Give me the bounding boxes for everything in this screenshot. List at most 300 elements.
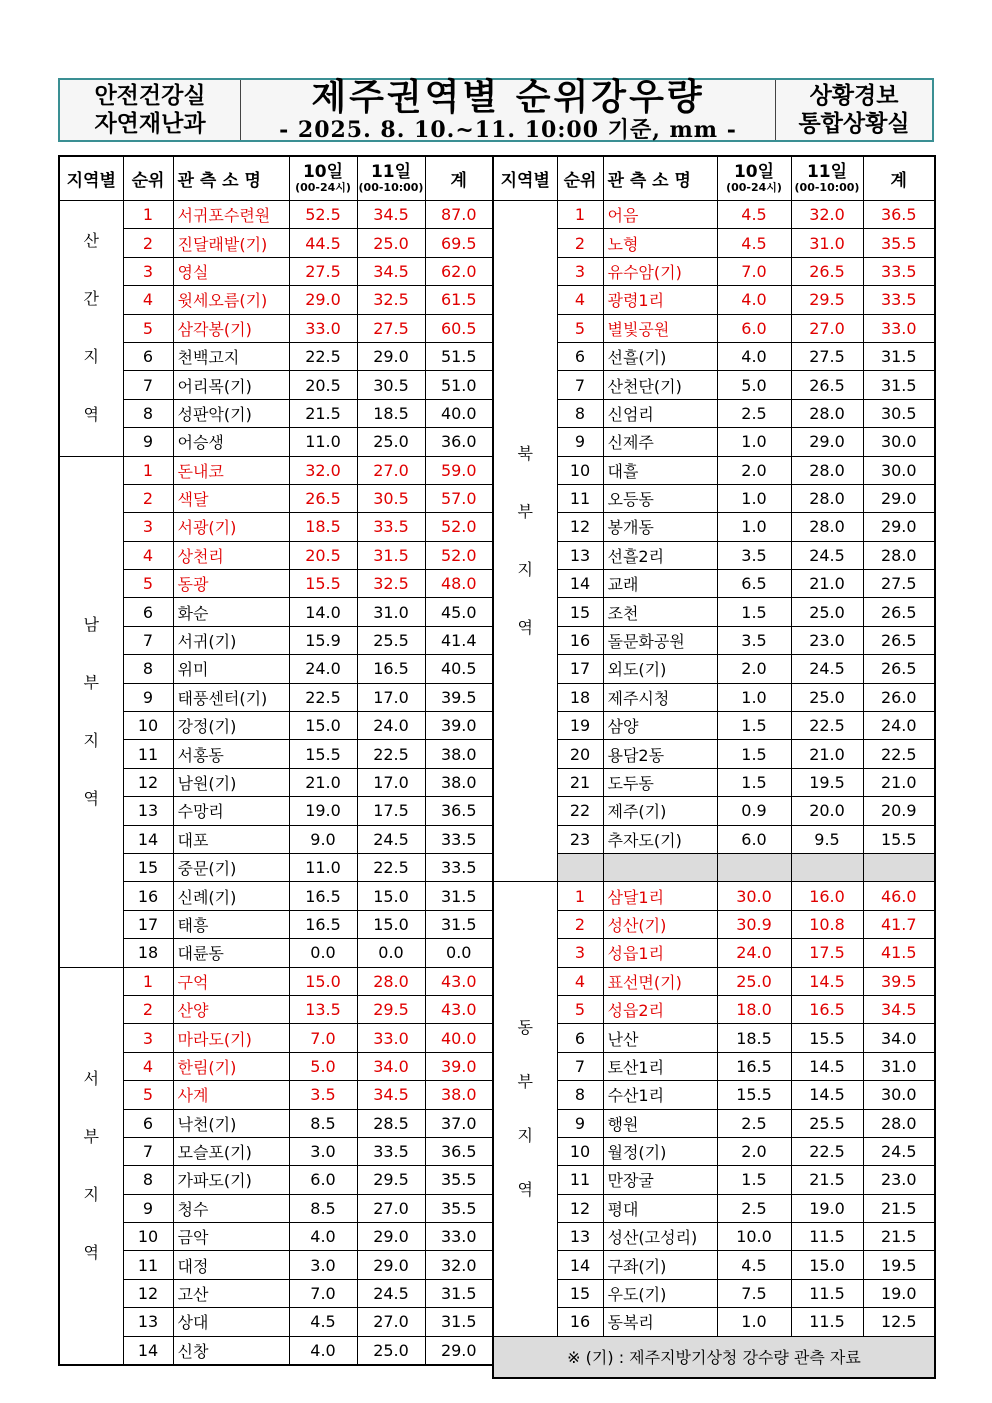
total-value: 34.5 <box>863 995 935 1023</box>
station-name-cell <box>603 342 717 370</box>
region-char: 역 <box>83 1242 99 1262</box>
total-value: 21.0 <box>863 768 935 796</box>
total-value: 35.5 <box>425 1194 493 1222</box>
station-name-cell <box>603 201 717 229</box>
total-value: 34.0 <box>863 1024 935 1052</box>
day10-value: 1.5 <box>717 598 791 626</box>
station-name-cell <box>173 626 289 654</box>
station-name-cell <box>173 1223 289 1251</box>
table-row <box>493 825 935 853</box>
station-name: 신엄리 <box>607 404 654 424</box>
station-name: 중문(기) <box>177 859 237 879</box>
station-name-cell <box>173 257 289 285</box>
rank-cell: 6 <box>123 342 173 370</box>
rank-cell: 14 <box>557 570 603 598</box>
station-name-cell <box>603 1194 717 1222</box>
day10-value: 27.5 <box>289 257 357 285</box>
station-name-cell <box>173 541 289 569</box>
day10-value: 1.0 <box>717 1308 791 1336</box>
rank-cell: 4 <box>123 541 173 569</box>
rank-cell: 1 <box>557 201 603 229</box>
rank-cell: 22 <box>557 797 603 825</box>
col-total: 계 <box>425 156 493 201</box>
rank-cell: 10 <box>123 1223 173 1251</box>
day10-value: 6.0 <box>717 314 791 342</box>
day10-value: 11.0 <box>289 428 357 456</box>
table-row <box>59 740 493 768</box>
station-name: 윗세오름(기) <box>177 291 268 311</box>
day11-value: 28.0 <box>791 484 863 512</box>
day10-value: 1.0 <box>717 484 791 512</box>
table-row <box>493 967 935 995</box>
total-value: 35.5 <box>425 1166 493 1194</box>
total-value: 19.5 <box>863 1251 935 1279</box>
rank-cell: 5 <box>557 314 603 342</box>
total-value: 31.5 <box>863 371 935 399</box>
day11-value: 29.0 <box>791 428 863 456</box>
station-name-cell <box>173 797 289 825</box>
rank-cell: 4 <box>123 1052 173 1080</box>
rank-cell: 3 <box>123 257 173 285</box>
station-name: 교래 <box>607 575 639 595</box>
day11-value: 31.0 <box>791 229 863 257</box>
day10-value: 15.5 <box>717 1081 791 1109</box>
rank-cell: 16 <box>557 1308 603 1336</box>
station-name: 표선면(기) <box>607 972 682 992</box>
total-value: 36.0 <box>425 428 493 456</box>
total-value: 46.0 <box>863 882 935 910</box>
station-name-cell <box>173 655 289 683</box>
department-line2: 자연재난과 <box>94 111 206 137</box>
day11-value: 32.5 <box>357 286 425 314</box>
station-name: 상대 <box>177 1313 209 1333</box>
day10-value: 8.5 <box>289 1194 357 1222</box>
station-name-cell <box>173 967 289 995</box>
col-rank: 순위 <box>557 156 603 201</box>
region-label-east <box>493 882 557 1336</box>
rank-cell: 17 <box>557 655 603 683</box>
table-row <box>59 967 493 995</box>
station-name-cell <box>603 825 717 853</box>
total-value: 39.5 <box>425 683 493 711</box>
total-value: 29.0 <box>863 484 935 512</box>
rank-cell: 5 <box>123 314 173 342</box>
table-row <box>59 1279 493 1307</box>
total-value: 30.0 <box>863 1081 935 1109</box>
day11-value: 11.5 <box>791 1279 863 1307</box>
day11-value: 27.5 <box>357 314 425 342</box>
station-name: 한림(기) <box>177 1057 237 1077</box>
title-box <box>240 77 776 143</box>
station-name: 대포 <box>177 830 209 850</box>
day11-value: 27.0 <box>357 1308 425 1336</box>
rank-cell: 8 <box>557 1081 603 1109</box>
rank-cell: 4 <box>123 286 173 314</box>
rank-cell: 3 <box>123 513 173 541</box>
station-name: 사계 <box>177 1086 209 1106</box>
station-name: 외도(기) <box>607 660 667 680</box>
total-value: 21.5 <box>863 1223 935 1251</box>
day10-value: 22.5 <box>289 342 357 370</box>
station-name-cell <box>603 939 717 967</box>
total-value: 43.0 <box>425 995 493 1023</box>
table-row <box>493 456 935 484</box>
station-name-cell <box>603 655 717 683</box>
total-value: 29.0 <box>425 1336 493 1365</box>
rank-cell: 15 <box>123 853 173 881</box>
station-name-cell <box>173 201 289 229</box>
blank-cell <box>603 853 717 881</box>
day11-value: 31.5 <box>357 541 425 569</box>
total-value: 26.5 <box>863 655 935 683</box>
station-name-cell <box>173 882 289 910</box>
day11-value: 31.0 <box>357 598 425 626</box>
table-row <box>493 1251 935 1279</box>
station-name: 유수암(기) <box>607 262 682 282</box>
station-name: 대정 <box>177 1256 209 1276</box>
station-name-cell <box>603 1024 717 1052</box>
table-row <box>493 1081 935 1109</box>
rank-cell: 5 <box>557 995 603 1023</box>
station-name-cell <box>603 712 717 740</box>
day10-value: 1.5 <box>717 712 791 740</box>
station-name-cell <box>603 541 717 569</box>
station-name: 신례(기) <box>177 887 237 907</box>
day10-value: 1.0 <box>717 513 791 541</box>
day10-value: 7.0 <box>289 1024 357 1052</box>
station-name: 제주시청 <box>607 688 670 708</box>
rank-cell: 7 <box>123 1137 173 1165</box>
station-name: 어리목(기) <box>177 376 252 396</box>
day11-value: 10.8 <box>791 910 863 938</box>
rank-cell: 7 <box>557 371 603 399</box>
station-name-cell <box>603 1223 717 1251</box>
total-value: 31.5 <box>425 1279 493 1307</box>
rank-cell: 13 <box>557 1223 603 1251</box>
day10-value: 4.5 <box>289 1308 357 1336</box>
day10-value: 1.0 <box>717 683 791 711</box>
table-row <box>493 201 935 229</box>
station-name: 태흥 <box>177 915 209 935</box>
day11-value: 24.5 <box>791 655 863 683</box>
station-name-cell <box>173 314 289 342</box>
day11-value: 15.0 <box>357 910 425 938</box>
table-row <box>59 1109 493 1137</box>
source-note: ※ (기) : 제주지방기상청 강수량 관측 자료 <box>493 1336 935 1378</box>
total-value: 20.9 <box>863 797 935 825</box>
station-name: 고산 <box>177 1285 209 1305</box>
table-row <box>59 1308 493 1336</box>
rank-cell: 12 <box>123 1279 173 1307</box>
total-value: 36.5 <box>425 1137 493 1165</box>
day11-value: 26.5 <box>791 257 863 285</box>
table-row <box>493 399 935 427</box>
total-value: 33.5 <box>863 286 935 314</box>
total-value: 31.5 <box>425 882 493 910</box>
day11-value: 29.0 <box>357 342 425 370</box>
table-row <box>59 1024 493 1052</box>
department-box <box>60 80 241 140</box>
station-name: 수산1리 <box>607 1086 665 1106</box>
col-rank: 순위 <box>123 156 173 201</box>
total-value: 51.0 <box>425 371 493 399</box>
region-label-mountain <box>59 201 123 457</box>
station-name: 청수 <box>177 1199 209 1219</box>
station-name-cell <box>603 995 717 1023</box>
table-row <box>59 484 493 512</box>
rank-cell: 6 <box>123 1109 173 1137</box>
total-value: 40.5 <box>425 655 493 683</box>
day10-value: 15.9 <box>289 626 357 654</box>
rank-cell: 13 <box>123 1308 173 1336</box>
right-table-header-row <box>493 156 935 201</box>
rank-cell: 12 <box>557 1194 603 1222</box>
total-value: 27.5 <box>863 570 935 598</box>
region-char: 역 <box>517 1180 533 1199</box>
day11-value: 22.5 <box>357 740 425 768</box>
rank-cell: 11 <box>557 1166 603 1194</box>
blank-gray-row <box>493 853 935 881</box>
table-row <box>493 910 935 938</box>
day11-value: 32.0 <box>791 201 863 229</box>
day10-value: 6.0 <box>717 825 791 853</box>
total-value: 48.0 <box>425 570 493 598</box>
day11-value: 28.0 <box>791 513 863 541</box>
station-name-cell <box>603 768 717 796</box>
table-row <box>493 626 935 654</box>
station-name: 서귀(기) <box>177 632 237 652</box>
station-name-cell <box>173 768 289 796</box>
table-row <box>59 1251 493 1279</box>
station-name: 서홍동 <box>177 745 224 765</box>
rank-cell: 6 <box>123 598 173 626</box>
rank-cell: 9 <box>557 428 603 456</box>
day10-value: 10.0 <box>717 1223 791 1251</box>
day10-value: 13.5 <box>289 995 357 1023</box>
table-row <box>59 541 493 569</box>
day10-value: 1.0 <box>717 428 791 456</box>
day11-value: 16.5 <box>791 995 863 1023</box>
station-name: 추자도(기) <box>607 830 682 850</box>
station-name: 동광 <box>177 575 209 595</box>
table-row <box>493 1024 935 1052</box>
station-name: 금악 <box>177 1228 209 1248</box>
station-name: 천백고지 <box>177 348 240 368</box>
day11-value: 25.0 <box>791 598 863 626</box>
day10-value: 4.5 <box>717 1251 791 1279</box>
total-value: 22.5 <box>863 740 935 768</box>
total-value: 41.4 <box>425 626 493 654</box>
rank-cell: 8 <box>123 655 173 683</box>
table-row <box>493 541 935 569</box>
station-name-cell <box>173 1024 289 1052</box>
day11-value: 24.5 <box>791 541 863 569</box>
total-value: 28.0 <box>863 541 935 569</box>
col-day10: 10일 (00-24시) <box>717 156 791 201</box>
day10-value: 3.0 <box>289 1251 357 1279</box>
station-name: 돌문화공원 <box>607 632 685 652</box>
total-value: 45.0 <box>425 598 493 626</box>
total-value: 87.0 <box>425 201 493 229</box>
table-row <box>59 286 493 314</box>
day11-value: 17.0 <box>357 768 425 796</box>
day11-value: 27.0 <box>357 456 425 484</box>
table-row <box>493 371 935 399</box>
day11-value: 25.0 <box>357 428 425 456</box>
blank-cell <box>557 853 603 881</box>
table-row <box>493 257 935 285</box>
blank-cell <box>791 853 863 881</box>
total-value: 33.0 <box>863 314 935 342</box>
station-name: 대륜동 <box>177 944 224 964</box>
day10-value: 16.5 <box>717 1052 791 1080</box>
day11-value: 16.0 <box>791 882 863 910</box>
table-row <box>59 683 493 711</box>
station-name: 가파도(기) <box>177 1171 252 1191</box>
region-char: 북 <box>517 444 533 464</box>
day10-value: 2.5 <box>717 1109 791 1137</box>
day10-value: 2.0 <box>717 456 791 484</box>
station-name: 서귀포수련원 <box>177 206 271 226</box>
rank-cell: 1 <box>123 201 173 229</box>
rank-cell: 4 <box>557 967 603 995</box>
rank-cell: 7 <box>557 1052 603 1080</box>
day10-value: 30.0 <box>717 882 791 910</box>
day10-value: 16.5 <box>289 882 357 910</box>
day10-value: 0.9 <box>717 797 791 825</box>
table-row <box>493 882 935 910</box>
day10-value: 2.5 <box>717 1194 791 1222</box>
station-name-cell <box>603 1052 717 1080</box>
office-line1: 상황경보 <box>809 83 899 109</box>
station-name: 신제주 <box>607 433 654 453</box>
rank-cell: 11 <box>123 1251 173 1279</box>
day11-value: 29.5 <box>791 286 863 314</box>
col-station: 관 측 소 명 <box>173 156 289 201</box>
region-label-west <box>59 967 123 1365</box>
day11-value: 22.5 <box>357 853 425 881</box>
rank-cell: 14 <box>123 825 173 853</box>
table-row <box>59 1166 493 1194</box>
table-row <box>493 428 935 456</box>
station-name: 삼각봉(기) <box>177 319 252 339</box>
total-value: 38.0 <box>425 740 493 768</box>
rank-cell: 2 <box>123 229 173 257</box>
table-row <box>59 371 493 399</box>
day11-value: 25.5 <box>357 626 425 654</box>
region-char: 지 <box>83 347 99 367</box>
day10-value: 21.5 <box>289 399 357 427</box>
station-name: 산천단(기) <box>607 376 682 396</box>
table-row <box>59 342 493 370</box>
station-name-cell <box>173 910 289 938</box>
table-row <box>59 1081 493 1109</box>
day11-value: 28.0 <box>791 399 863 427</box>
station-name-cell <box>173 456 289 484</box>
region-char: 부 <box>83 1126 99 1146</box>
station-name: 만장굴 <box>607 1171 654 1191</box>
table-row <box>59 825 493 853</box>
total-value: 33.5 <box>425 853 493 881</box>
station-name: 화순 <box>177 603 209 623</box>
day11-value: 29.0 <box>357 1251 425 1279</box>
day10-value: 6.5 <box>717 570 791 598</box>
station-name: 성산(고성리) <box>607 1228 698 1248</box>
day10-value: 3.5 <box>717 541 791 569</box>
day10-value: 20.5 <box>289 541 357 569</box>
day11-value: 29.5 <box>357 995 425 1023</box>
station-name: 상천리 <box>177 546 224 566</box>
day10-value: 15.5 <box>289 570 357 598</box>
table-row <box>493 995 935 1023</box>
table-row <box>59 229 493 257</box>
rank-cell: 19 <box>557 712 603 740</box>
day11-value: 30.5 <box>357 484 425 512</box>
total-value: 0.0 <box>425 939 493 967</box>
col-day11: 11일 (00-10:00) <box>791 156 863 201</box>
station-name: 수망리 <box>177 802 224 822</box>
table-row <box>493 286 935 314</box>
station-name-cell <box>173 1308 289 1336</box>
day11-value: 9.5 <box>791 825 863 853</box>
day10-value: 4.0 <box>717 286 791 314</box>
day10-value: 5.0 <box>289 1052 357 1080</box>
day11-value: 28.0 <box>791 456 863 484</box>
total-value: 31.5 <box>425 1308 493 1336</box>
rank-cell: 7 <box>123 626 173 654</box>
table-row <box>59 428 493 456</box>
station-name-cell <box>603 740 717 768</box>
day10-value: 7.0 <box>717 257 791 285</box>
table-row <box>59 314 493 342</box>
rank-cell: 20 <box>557 740 603 768</box>
station-name: 성읍2리 <box>607 1001 665 1021</box>
station-name: 위미 <box>177 660 209 680</box>
day11-value: 23.0 <box>791 626 863 654</box>
station-name-cell <box>173 939 289 967</box>
day10-value: 7.5 <box>717 1279 791 1307</box>
day11-value: 14.5 <box>791 1081 863 1109</box>
right-rainfall-table <box>492 155 936 1379</box>
rank-cell: 2 <box>557 910 603 938</box>
table-row <box>493 1109 935 1137</box>
total-value: 26.5 <box>863 598 935 626</box>
day11-value: 16.5 <box>357 655 425 683</box>
rank-cell: 12 <box>557 513 603 541</box>
rank-cell: 9 <box>557 1109 603 1137</box>
day11-value: 33.5 <box>357 1137 425 1165</box>
total-value: 32.0 <box>425 1251 493 1279</box>
day11-value: 22.5 <box>791 1137 863 1165</box>
table-row <box>493 342 935 370</box>
station-name: 모슬포(기) <box>177 1143 252 1163</box>
region-char: 남 <box>83 614 99 634</box>
total-value: 19.0 <box>863 1279 935 1307</box>
day10-value: 2.5 <box>717 399 791 427</box>
station-name-cell <box>603 1166 717 1194</box>
station-name-cell <box>173 1052 289 1080</box>
table-row <box>59 570 493 598</box>
day11-value: 30.5 <box>357 371 425 399</box>
rank-cell: 8 <box>123 399 173 427</box>
day10-value: 4.0 <box>289 1223 357 1251</box>
total-value: 23.0 <box>863 1166 935 1194</box>
document-header <box>58 78 934 142</box>
station-name-cell <box>173 342 289 370</box>
day10-value: 15.5 <box>289 740 357 768</box>
blank-cell <box>863 853 935 881</box>
rank-cell: 9 <box>123 683 173 711</box>
